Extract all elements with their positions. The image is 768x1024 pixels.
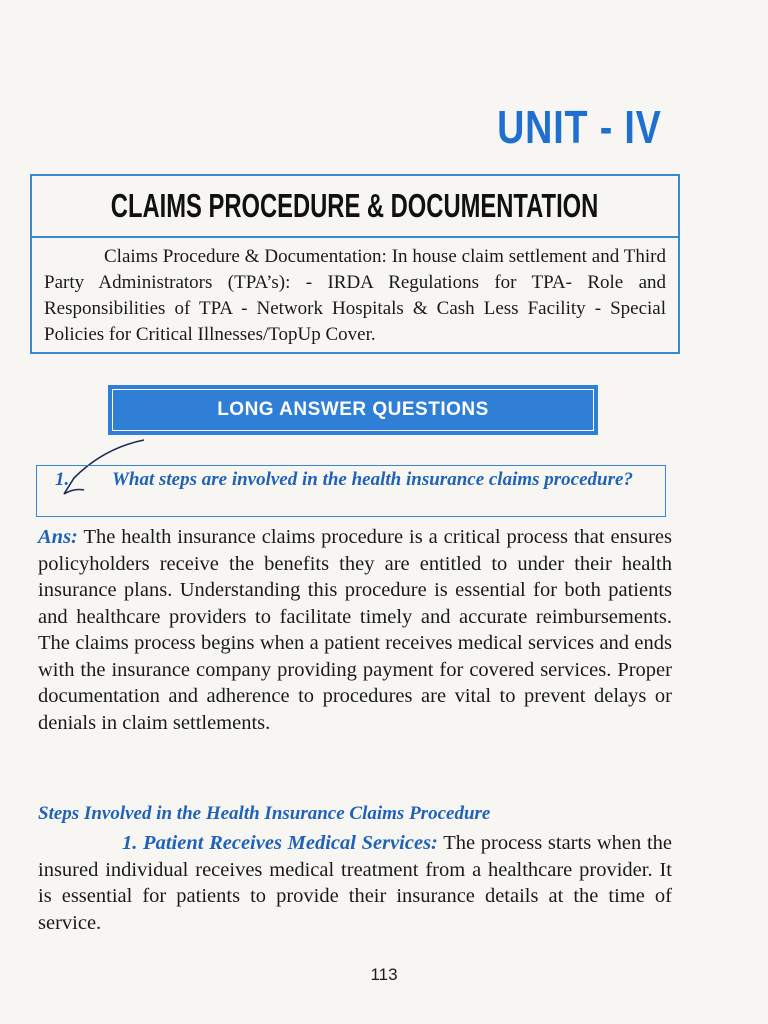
- steps-heading: Steps Involved in the Health Insurance Claims Procedure: [38, 803, 491, 824]
- syllabus-box: [30, 174, 680, 354]
- chapter-title: [32, 176, 678, 238]
- step-1-label: 1. Patient Receives Medical Services:: [122, 832, 438, 854]
- page-number: 113: [370, 965, 398, 984]
- section-banner: [108, 385, 598, 435]
- syllabus-text: Claims Procedure & Documentation: In house claim settlement and Third Party Administrators (TPA’s): - IRDA Regulations for TPA- Role and Responsibilities of TPA - Network Hospitals & Cash Less Facility - Special Policies for Critical Illnesses/TopUp Cover.: [44, 246, 666, 345]
- chapter-title-text: CLAIMS PROCEDURE & DOCUMENTATION: [111, 187, 599, 224]
- question-box: [36, 465, 666, 517]
- answer-paragraph: [38, 524, 672, 736]
- question-number: 1.: [55, 469, 70, 490]
- step-1-text: The process starts when the insured individual receives medical treatment from a healthcare provider. It is essential for patients to provide their insurance details at the time of service.: [38, 832, 672, 934]
- answer-label: Ans:: [38, 526, 78, 548]
- answer-text: The health insurance claims procedure is a critical process that ensures policyholders receive the benefits they are entitled to under their health insurance plans. Understanding this procedure is essential for both patients and healthcare providers to facilitate timely and accurate reimbursements. The claims process begins when a patient receives medical services and ends with the insurance company providing payment for covered services. Proper documentation and adherence to procedures are vital to prevent delays or denials in claim settlements.: [38, 526, 672, 734]
- unit-title: UNIT - IV: [497, 101, 662, 153]
- question-text: What steps are involved in the health insurance claims procedure?: [112, 469, 633, 490]
- step-1-paragraph: [38, 830, 672, 936]
- section-banner-label: LONG ANSWER QUESTIONS: [112, 389, 594, 431]
